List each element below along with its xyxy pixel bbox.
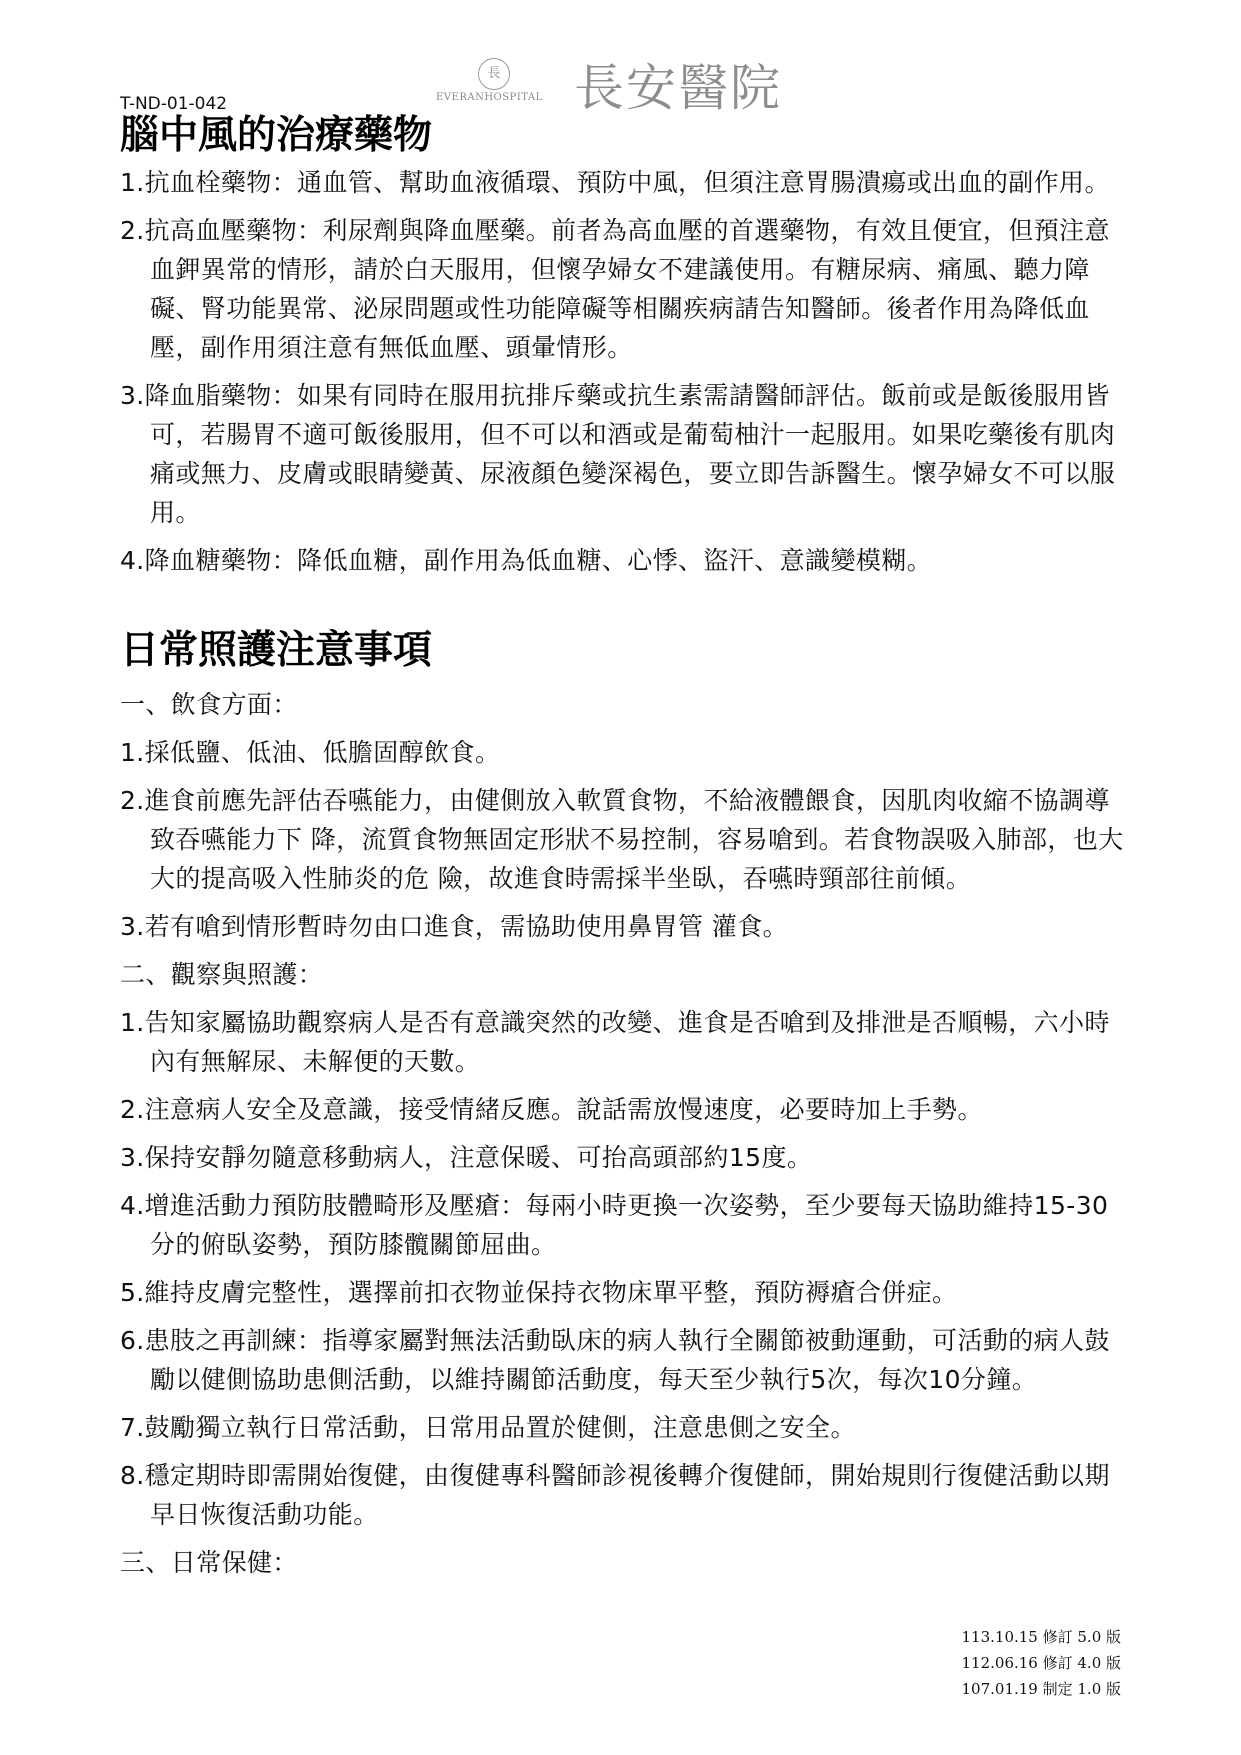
care-section-title: 日常照護注意事項: [120, 628, 433, 673]
list-item: 1.告知家屬協助觀察病人是否有意識突然的改變、進食是否嗆到及排泄是否順暢，六小時內有無解尿、未解便的天數。: [120, 1008, 1110, 1076]
meds-list: [120, 163, 1130, 589]
logo-chinese-name: 長安醫院: [574, 59, 782, 117]
list-item: 2.抗高血壓藥物：利尿劑與降血壓藥。前者為高血壓的首選藥物，有效且便宜，但預注意血鉀異常的情形，請於白天服用，但懷孕婦女不建議使用。有糖尿病、痛風、聽力障礙、腎功能異常、泌尿問題或性功能障礙等相關疾病請告知醫師。後者作用為降低血壓，副作用須注意有無低血壓、頭暈情形。: [120, 216, 1110, 362]
logo-seal-icon: 長: [478, 58, 510, 90]
list-item: 7.鼓勵獨立執行日常活動，日常用品置於健側，注意患側之安全。: [120, 1413, 856, 1442]
list-item: 4.降血糖藥物：降低血糖，副作用為低血糖、心悸、盜汗、意識變模糊。: [120, 546, 933, 575]
observe-subheading: 二、觀察與照護：: [120, 960, 324, 989]
diet-subheading: 一、飲食方面：: [120, 690, 298, 719]
revision-line: 113.10.15 修訂 5.0 版: [961, 1628, 1121, 1646]
revision-line: 107.01.19 制定 1.0 版: [961, 1680, 1121, 1698]
list-item: 1.採低鹽、低油、低膽固醇飲食。: [120, 738, 501, 767]
list-item: 8.穩定期時即需開始復健，由復健專科醫師診視後轉介復健師，開始規則行復健活動以期早日恢復活動功能。: [120, 1461, 1110, 1529]
list-item: 3.若有嗆到情形暫時勿由口進食，需協助使用鼻胃管 灌食。: [120, 912, 789, 941]
revision-line: 112.06.16 修訂 4.0 版: [961, 1654, 1121, 1672]
document-id: T-ND-01-042: [120, 94, 228, 114]
list-item: 3.降血脂藥物：如果有同時在服用抗排斥藥或抗生素需請醫師評估。飯前或是飯後服用皆可，若腸胃不適可飯後服用，但不可以和酒或是葡萄柚汁一起服用。如果吃藥後有肌肉痛或無力、皮膚或眼睛變黃、尿液顏色變深褐色，要立即告訴醫生。懷孕婦女不可以服用。: [120, 381, 1116, 527]
daily-subheading: 三、日常保健：: [120, 1548, 298, 1577]
list-item: 4.增進活動力預防肢體畸形及壓瘡：每兩小時更換一次姿勢，至少要每天協助維持15-30分的俯臥姿勢，預防膝髖關節屈曲。: [120, 1191, 1109, 1259]
meds-section-title: 腦中風的治療藥物: [120, 113, 433, 158]
logo-english-name: EVERANHOSPITAL: [436, 92, 543, 103]
list-item: 2.注意病人安全及意識，接受情緒反應。說話需放慢速度，必要時加上手勢。: [120, 1095, 983, 1124]
list-item: 1.抗血栓藥物：通血管、幫助血液循環、預防中風，但須注意胃腸潰瘍或出血的副作用。: [120, 168, 1110, 197]
hospital-logo: [436, 58, 856, 120]
list-item: 3.保持安靜勿隨意移動病人，注意保暖、可抬高頭部約15度。: [120, 1143, 813, 1172]
list-item: 5.維持皮膚完整性，選擇前扣衣物並保持衣物床單平整，預防褥瘡合併症。: [120, 1278, 958, 1307]
list-item: 2.進食前應先評估吞嚥能力，由健側放入軟質食物，不給液體餵食，因肌肉收縮不協調導致吞嚥能力下 降，流質食物無固定形狀不易控制，容易嗆到。若食物誤吸入肺部，也大大的提高吸入性肺炎的危 險，故進食時需採半坐臥，吞嚥時頸部往前傾。: [120, 786, 1124, 893]
list-item: 6.患肢之再訓練：指導家屬對無法活動臥床的病人執行全關節被動運動，可活動的病人鼓勵以健側協助患側活動，以維持關節活動度，每天至少執行5次，每次10分鐘。: [120, 1326, 1110, 1394]
revision-history: [821, 1624, 1121, 1702]
care-list: [120, 685, 1130, 1591]
